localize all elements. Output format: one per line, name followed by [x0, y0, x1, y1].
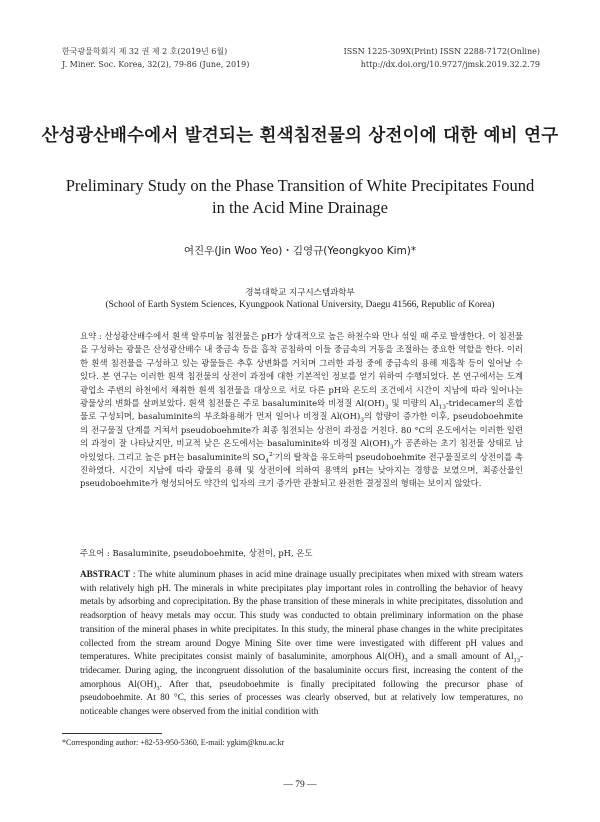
abstract-korean-text: -tridecamer의 혼합물로 구성되며, basaluminite의 부조화용해가 먼저 일어나 비정질 Al(OH) — [80, 398, 523, 422]
authors: 여진우(Jin Woo Yeo)・김영규(Yeongkyoo Kim)* — [183, 245, 417, 257]
title-english-line-2: in the Acid Mine Drainage — [212, 198, 388, 217]
abstract-english: ABSTRACT : The white aluminum phases in acid mine drainage usually precipitates when mixed with stream waters with relatively high pH. The minerals in white precipitates play important roles in controlling the behavior of heavy metals by adsorbing and coprecipitation. By the phase transition of these minerals in white precipitates, dissolution and readsorption of heavy metals may occur. This study was conducted to obtain preliminary information on the phase transition of the mineral phases in white precipitates. In this study, the mineral phase changes in the white precipitates collected from the stream around Dogye Mining Site over time were investigated with different pH values and temperatures. White precipitates consist mainly of basaluminite, amorphous $Al(OH)_3$ and a small amount of $Al_{13}$-tridecamer. During aging, the incongruent dissolution of the basaluminite occurs first, increasing the content of the amorphous $Al(OH)_3$. After that, pseudoboehmite is finally precipitated following the precursor phase of pseudoboehmite. At 80 °C, this series of processes was clearly observed, but at relatively low temperatures, no noticeable changes were observed from the initial condition with — [80, 569, 524, 717]
journal-citation-en: J. Miner. Soc. Korea, 32(2), 79-86 (June, 2019) — [62, 60, 250, 69]
page-number: ― 79 ― — [283, 780, 317, 790]
abstract-english-text: and a small amount of Al — [407, 651, 514, 662]
abstract-english-text: -tridecamer. During aging, the incongruent dissolution of the basaluminite occurs first, increasing the content of the amorphous Al(OH) — [80, 651, 524, 689]
abstract-korean-text: 산성광산배수에서 흰색 알루미늄 침전물은 pH가 상대적으로 높은 하천수와 만나 섞일 때 주로 발생한다. 이 침전물을 구성하는 광물은 산성광산배수 내 중금속 등을 흡착 공침하여 이들 중금속의 거동을 조절하는 중요한 역할을 한다. 이러한 흰색 침전물을 구성하고 있는 광물들은 추후 상변화를 거치며 그러한 과정 중에 중금속의 용해 재흡착 등이 일어날 수 있다. 본 연구는 이러한 흰색 침전물의 상전이 과정에 대한 기본적인 정보를 얻기 위하여 수행되었다. 본 연구에서는 도계광업소 주변의 하천에서 채취한 흰색 침전물을 대상으로 서로 다른 pH와 온도의 조건에서 시간이 지남에 따라 일어나는 광물상의 변화를 살펴보았다. 흰색 침전물은 주로 basaluminite와 비정질 Al(OH) — [80, 331, 523, 409]
abstract-english-text: . After that, pseudoboehmite is finally precipitated following the precursor phase of pseudoboehmite. At 80 °C, this series of processes was clearly observed, but at relatively low temperatures, no noticeable changes were observed from the initial condition with — [80, 678, 523, 717]
abstract-english-text: The white aluminum phases in acid mine drainage usually precipitates when mixed with stream waters with relatively high pH. The minerals in white precipitates play important roles in controlling the behavior of heavy metals by adsorbing and coprecipitation. By the phase transition of these minerals in white precipitates, dissolution and readsorption of heavy metals may occur. This study was conducted to obtain preliminary information on the phase transition of the mineral phases in white precipitates. In this study, the mineral phase changes in the white precipitates collected from the stream around Dogye Mining Site over time were investigated with different pH values and temperatures. White precipitates consist mainly of basaluminite, amorphous Al(OH) — [80, 569, 523, 662]
subscript: 13 — [513, 657, 520, 665]
keywords: 주요어 : Basaluminite, pseudoboehmite, 상전이, pH, 온도 — [80, 548, 313, 558]
title-english-line-1: Preliminary Study on the Phase Transition of White Precipitates Found — [65, 176, 535, 195]
abstract-korean-label: 요약 — [80, 331, 97, 341]
affiliation-english: (School of Earth System Sciences, Kyungpook National University, Daegu 41566, Republic of Korea) — [105, 300, 495, 310]
subscript: 3 — [156, 684, 160, 692]
subscript: 3 — [384, 404, 389, 411]
subscript: 13 — [438, 404, 446, 411]
subscript: 4 — [265, 458, 270, 465]
title-korean: 산성광산배수에서 발견되는 흰색침전물의 상전이에 대한 예비 연구 — [41, 126, 559, 146]
title-english — [0, 175, 600, 219]
journal-header-left — [62, 45, 249, 71]
subscript: 3 — [389, 444, 394, 451]
journal-citation-ko: 한국광물학회지 제 32 권 제 2 호(2019년 6월) — [62, 47, 228, 56]
subscript: 3 — [404, 657, 408, 665]
subscript: 3 — [360, 418, 364, 425]
issn: ISSN 1225-309X(Print) ISSN 2288-7172(Online) — [343, 47, 540, 56]
keywords-label: 주요어 — [80, 548, 105, 558]
abstract-korean-text: 기의 탈착을 유도하여 pseudoboehmite 전구물질로의 상전이를 촉진하였다. 시간이 지남에 따라 광물의 용해 및 상전이에 의하여 용액의 pH는 낮아지는 경향을 보였으며, 최종산물인 pseudoboehmite가 형성되어도 약간의 입자의 크기 증가만 관찰되고 완전한 결정질의 형태는 보이지 않았다. — [80, 451, 523, 489]
corresponding-author-footnote: *Corresponding author: +82-53-950-5360, E-mail: ygkim@knu.ac.kr — [62, 738, 285, 747]
abstract-korean: 요약 : 산성광산배수에서 흰색 알루미늄 침전물은 pH가 상대적으로 높은 하천수와 만나 섞일 때 주로 발생한다. 이 침전물을 구성하는 광물은 산성광산배수 내 중금속 등을 흡착 공침하여 이들 중금속의 거동을 조절하는 중요한 역할을 한다. 이러한 흰색 침전물을 구성하고 있는 광물들은 추후 상변화를 거치며 그러한 과정 중에 중금속의 용해 재흡착 등이 일어날 수 있다. 본 연구는 이러한 흰색 침전물의 상전이 과정에 대한 기본적인 정보를 얻기 위하여 수행되었다. 본 연구에서는 도계광업소 주변의 하천에서 채취한 흰색 침전물을 대상으로 서로 다른 pH와 온도의 조건에서 시간이 지남에 따라 일어나는 광물상의 변화를 살펴보았다. 흰색 침전물은 주로 basaluminite와 비정질 $Al(OH)_3$ 및 미량의 $Al_{13}$-tridecamer의 혼합물로 구성되며, basaluminite의 부조화용해가 먼저 일어나 비정질 $Al(OH)_3$의 함량이 증가한 이후, pseudoboehmite의 전구물질 단계를 거쳐서 pseudoboehmite가 최종 침전되는 상전이 과정을 거친다. 80 °C의 온도에서는 이러한 일련의 과정이 잘 나타났지만, 비교적 낮은 온도에서는 basaluminite와 비정질 $Al(OH)_3$가 공존하는 초기 침전물 상태로 남아있었다. 그리고 높은 pH는 basaluminite의 $SO_4^{2-}$기의 탈착을 유도하여 pseudoboehmite 전구물질로의 상전이를 촉진하였다. 시간이 지남에 따라 광물의 용해 및 상전이에 의하여 용액의 pH는 낮아지는 경향을 보였으며, 최종산물인 pseudoboehmite가 형성되어도 약간의 입자의 크기 증가만 관찰되고 완전한 결정질의 형태는 보이지 않았다. — [80, 331, 524, 489]
keywords-text: Basaluminite, pseudoboehmite, 상전이, pH, 온도 — [112, 548, 313, 558]
journal-header-right — [344, 45, 540, 71]
doi-link[interactable]: http://dx.doi.org/10.9727/jmsk.2019.32.2.79 — [360, 60, 540, 69]
superscript: 2- — [269, 451, 275, 458]
abstract-korean-text: 의 함량이 증가한 이후, pseudoboehmite의 전구물질 단계를 거쳐서 pseudoboehmite가 최종 침전되는 상전이 과정을 거친다. 80 °C의 온도에서는 이러한 일련의 과정이 잘 나타났지만, 비교적 낮은 온도에서는 basaluminite와 비정질 Al(OH) — [80, 411, 524, 449]
abstract-korean-text: 가 공존하는 초기 침전물 상태로 남아있었다. 그리고 높은 pH는 basaluminite의 SO — [80, 438, 523, 462]
abstract-korean-text: 및 미량의 Al — [388, 398, 439, 409]
affiliation-korean: 경북대학교 지구시스템과학부 — [245, 288, 355, 298]
footnote-divider — [62, 733, 162, 734]
abstract-english-label: ABSTRACT — [80, 569, 131, 579]
